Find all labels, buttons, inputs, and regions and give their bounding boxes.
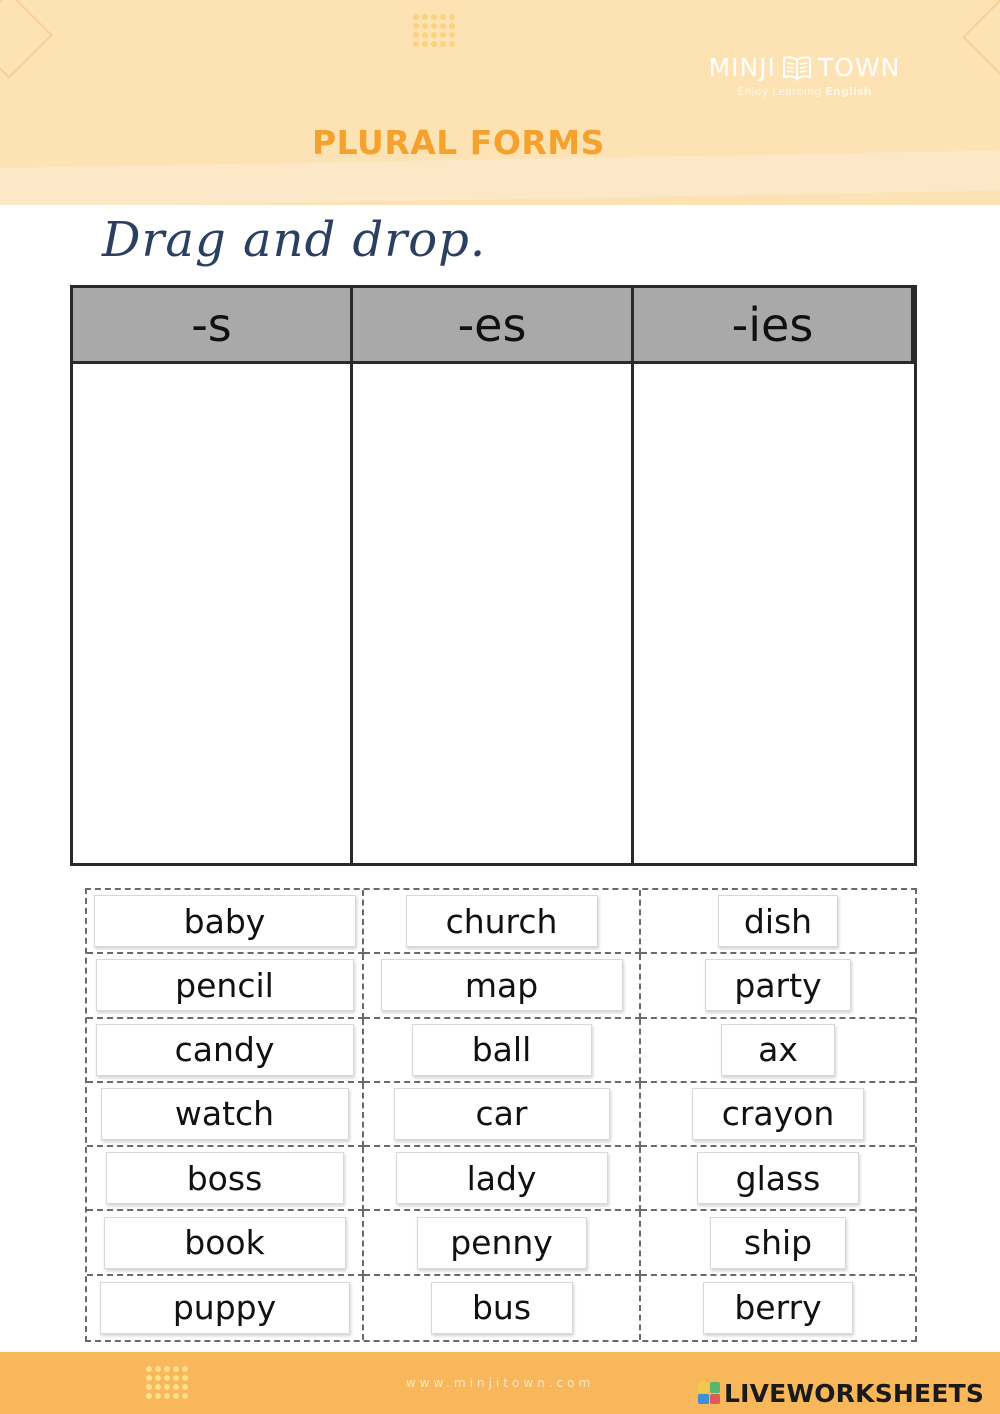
word-bank-cell (641, 1211, 915, 1275)
word-card-crayon[interactable]: crayon (692, 1088, 864, 1140)
drop-zone-s[interactable] (73, 364, 353, 863)
word-bank-cell (641, 1019, 915, 1083)
word-card-car[interactable]: car (394, 1088, 610, 1140)
sort-table (70, 285, 917, 866)
liveworksheets-mark-icon (698, 1382, 720, 1404)
word-bank-cell (87, 1211, 364, 1275)
brand-tagline (697, 85, 912, 98)
word-card-glass[interactable]: glass (697, 1152, 859, 1204)
word-card-boss[interactable]: boss (106, 1152, 344, 1204)
word-bank-cell (364, 890, 641, 954)
word-bank-cell (87, 1019, 364, 1083)
word-bank-cell (641, 1147, 915, 1211)
word-card-dish[interactable]: dish (718, 895, 838, 947)
brand-name-right: TOWN (818, 53, 901, 82)
word-card-bus[interactable]: bus (431, 1282, 573, 1334)
word-card-puppy[interactable]: puppy (100, 1282, 350, 1334)
word-bank (85, 888, 917, 1342)
word-card-church[interactable]: church (406, 895, 598, 947)
word-bank-cell (87, 954, 364, 1018)
dot-pattern-bottom (146, 1366, 188, 1399)
word-card-pencil[interactable]: pencil (96, 959, 354, 1011)
word-bank-cell (364, 1211, 641, 1275)
footer-url: www.minjitown.com (405, 1376, 595, 1390)
word-card-baby[interactable]: baby (94, 895, 356, 947)
diamond-decoration-left (0, 0, 53, 79)
column-header-s: -s (73, 288, 353, 364)
diamond-decoration-right (962, 0, 1000, 81)
drop-zone-es[interactable] (353, 364, 634, 863)
word-card-map[interactable]: map (381, 959, 623, 1011)
word-card-penny[interactable]: penny (417, 1217, 587, 1269)
word-bank-cell (364, 1083, 641, 1147)
word-bank-cell (364, 1019, 641, 1083)
word-bank-cell (364, 1147, 641, 1211)
liveworksheets-logo[interactable] (698, 1378, 984, 1408)
word-bank-cell (641, 1276, 915, 1340)
word-bank-cell (87, 1276, 364, 1340)
tagline-bold: English (825, 85, 872, 98)
brand-logo (697, 53, 912, 98)
word-bank-cell (641, 954, 915, 1018)
word-bank-cell (641, 1083, 915, 1147)
word-card-ship[interactable]: ship (710, 1217, 846, 1269)
word-bank-cell (364, 1276, 641, 1340)
word-card-ax[interactable]: ax (721, 1024, 835, 1076)
word-card-watch[interactable]: watch (101, 1088, 349, 1140)
word-card-candy[interactable]: candy (96, 1024, 354, 1076)
header-band (0, 0, 1000, 205)
open-book-icon (782, 55, 812, 81)
word-bank-cell (87, 1083, 364, 1147)
liveworksheets-text: LIVEWORKSHEETS (724, 1378, 985, 1408)
tagline-plain: Enjoy Learning (737, 85, 822, 98)
word-card-berry[interactable]: berry (703, 1282, 853, 1334)
word-card-lady[interactable]: lady (396, 1152, 608, 1204)
dot-pattern-top (413, 14, 455, 47)
word-card-party[interactable]: party (705, 959, 851, 1011)
brand-name-left: MINJI (708, 53, 776, 82)
column-header-ies: -ies (634, 288, 914, 364)
word-bank-cell (641, 890, 915, 954)
word-bank-cell (87, 1147, 364, 1211)
word-bank-cell (87, 890, 364, 954)
word-card-ball[interactable]: ball (412, 1024, 592, 1076)
instruction-text: Drag and drop. (102, 212, 487, 268)
page-title: PLURAL FORMS (312, 123, 605, 162)
drop-zone-ies[interactable] (634, 364, 914, 863)
column-header-es: -es (353, 288, 634, 364)
word-bank-cell (364, 954, 641, 1018)
word-card-book[interactable]: book (104, 1217, 346, 1269)
